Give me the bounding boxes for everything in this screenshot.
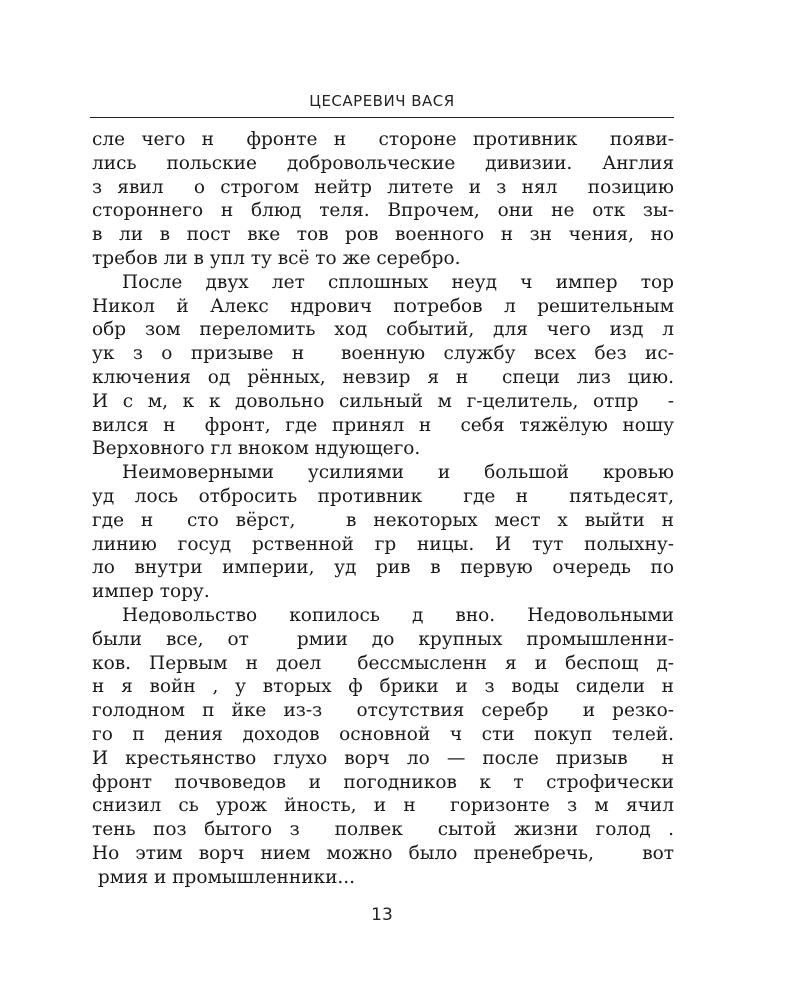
text-line: Недовольство копилось д вно. Недовольными [122,604,674,626]
text-line: ков. Первым н доел бессмысленн я и беспощ д- [92,652,674,674]
paragraph [92,461,674,604]
text-line: линию госуд рственной гр ницы. И тут полыхну- [92,533,674,555]
paragraph [92,128,674,271]
text-line: После двух лет сплошных неуд ч импер тор [122,271,674,293]
text-line: Неимоверными усилиями и большой кровью [122,462,674,484]
text-line: голодном п йке из-з отсутствия серебр и резко- [92,700,674,722]
page-number: 13 [371,905,393,925]
text-line: з явил о строгом нейтр литете и з нял позицию [92,176,674,198]
text-line: Никол й Алекс ндрович потребов л решительным [92,295,674,317]
text-line: ло внутри империи, уд рив в первую очередь по [92,557,674,579]
running-head: ЦЕСАРЕВИЧ ВАСЯ [309,92,455,110]
text-line: фронт почвоведов и погодников к т строфически [92,771,674,793]
paragraph [92,604,674,890]
text-line: вился н фронт, где принял н себя тяжёлую ношу [92,414,674,436]
text-line: го п дения доходов основной ч сти покуп телей. [92,723,674,745]
text-line: лись польские добровольческие дивизии. Англия [92,152,674,174]
text-line: сле чего н фронте н стороне противник появи- [92,129,674,150]
text-line: ключения од рённых, невзир я н специ лиз цию. [92,366,674,388]
text-line: стороннего н блюд теля. Впрочем, они не отк зы- [92,200,674,222]
text-line: снизил сь урож йность, и н горизонте з м ячил [92,795,674,817]
header-rule [90,117,674,118]
text-line: уд лось отбросить противник где н пятьдесят, [92,485,674,507]
text-line: Верховного гл вноком ндующего. [92,438,421,460]
body-text [92,128,674,890]
paragraph [92,271,674,461]
text-line: обр зом переломить ход событий, для чего изд л [92,319,674,341]
text-line: И с м, к к довольно сильный м г-целитель, отпр - [92,390,674,412]
text-line: тень поз бытого з полвек сытой жизни голод . [92,819,674,841]
text-line: были все, от рмии до крупных промышленни- [92,628,674,650]
text-line: ук з о призыве н военную службу всех без ис- [92,343,674,365]
text-line: в ли в пост вке тов ров военного н зн чения, но [92,224,674,246]
text-line: И крестьянство глухо ворч ло — после призыв н [92,747,674,769]
text-line: требов ли в упл ту всё то же серебро. [92,247,461,269]
text-line: Но этим ворч нием можно было пренебречь, вот [92,842,674,864]
text-line: рмия и промышленники... [92,866,356,888]
text-line: н я войн , у вторых ф брики и з воды сидели н [92,676,674,698]
text-line: импер тору. [92,581,210,603]
text-line: где н сто вёрст, в некоторых мест х выйти н [92,509,674,531]
